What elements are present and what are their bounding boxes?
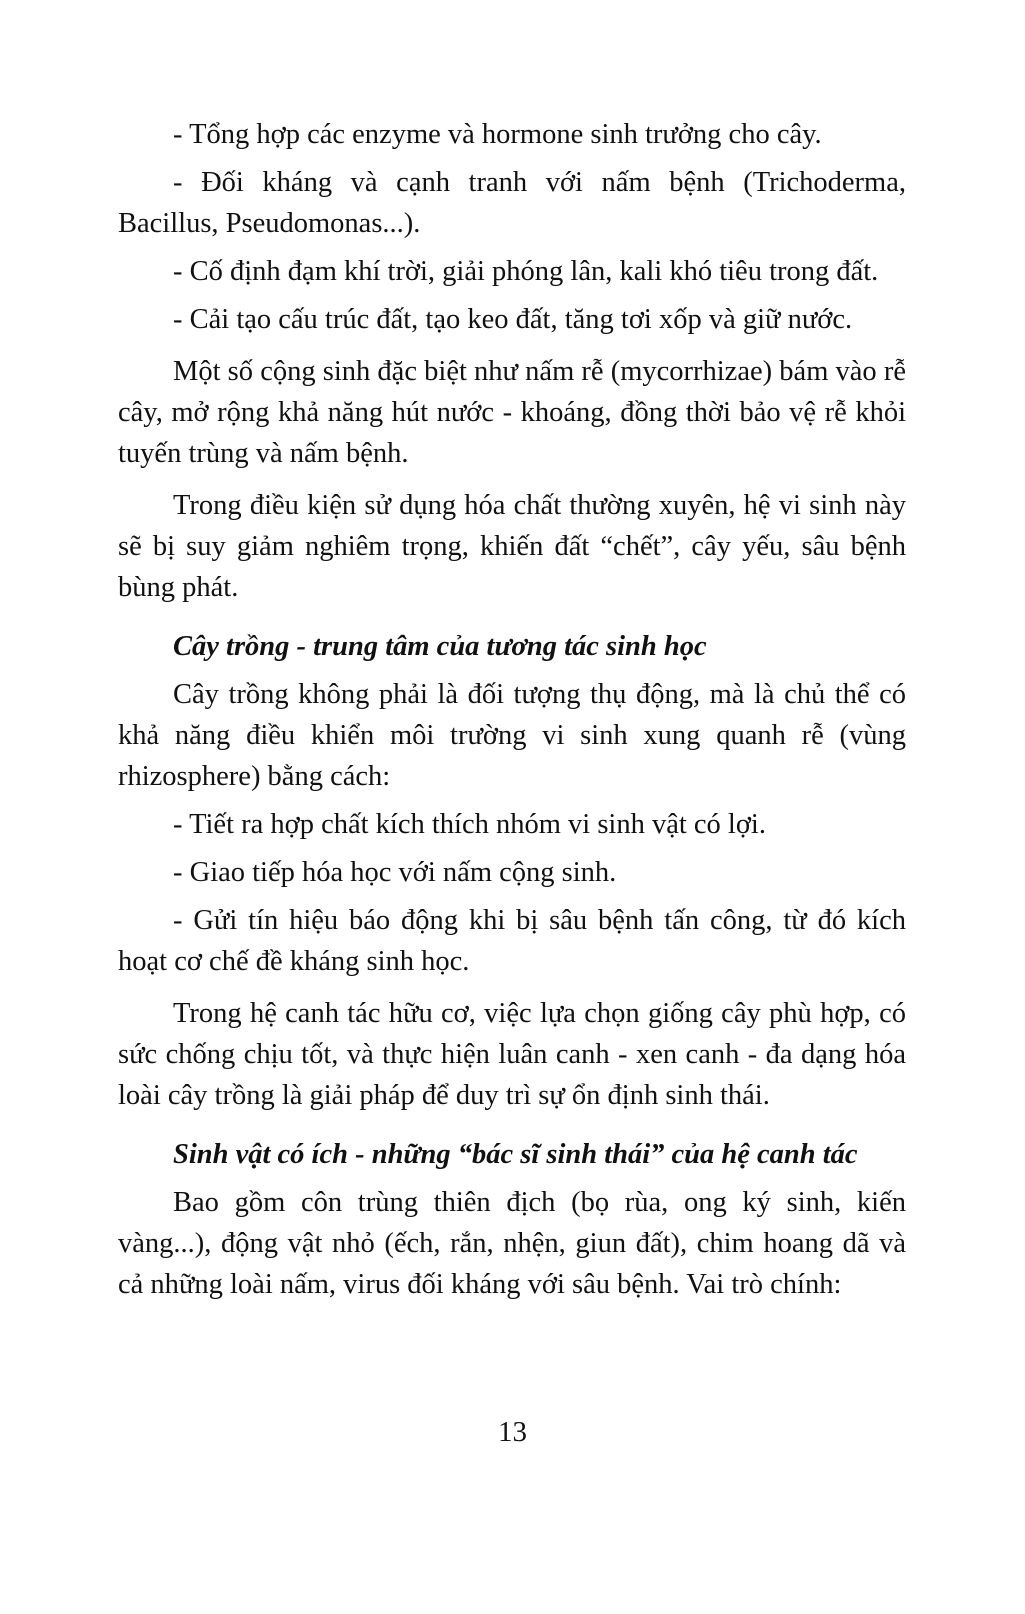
paragraph-organic-system: Trong hệ canh tác hữu cơ, việc lựa chọn giống cây phù hợp, có sức chống chịu tốt, và thực hiện luân canh - xen canh - đa dạng hóa loài cây trồng là giải pháp để duy trì sự ổn định sinh thái. bbox=[118, 998, 906, 1111]
bullet-alarm-signal: - Gửi tín hiệu báo động khi bị sâu bệnh tấn công, từ đó kích hoạt cơ chế đề kháng sinh học. bbox=[118, 905, 906, 977]
bullet-enzyme-hormone: - Tổng hợp các enzyme và hormone sinh trưởng cho cây. bbox=[173, 119, 822, 150]
paragraph-mycorrhizae: Một số cộng sinh đặc biệt như nấm rễ (mycorrhizae) bám vào rễ cây, mở rộng khả năng hút nước - khoáng, đồng thời bảo vệ rễ khỏi tuyến trùng và nấm bệnh. bbox=[118, 356, 906, 469]
bullet-soil-structure: - Cải tạo cấu trúc đất, tạo keo đất, tăng tơi xốp và giữ nước. bbox=[173, 304, 853, 335]
bullet-nitrogen-fixation: - Cố định đạm khí trời, giải phóng lân, kali khó tiêu trong đất. bbox=[173, 256, 879, 287]
bullet-secretion: - Tiết ra hợp chất kích thích nhóm vi sinh vật có lợi. bbox=[173, 809, 766, 840]
paragraph-plants: Cây trồng không phải là đối tượng thụ động, mà là chủ thể có khả năng điều khiển môi trường vi sinh xung quanh rễ (vùng rhizosphere) bằng cách: bbox=[118, 679, 906, 792]
paragraph-beneficial: Bao gồm côn trùng thiên địch (bọ rùa, ong ký sinh, kiến vàng...), động vật nhỏ (ếch, rắn, nhện, giun đất), chim hoang dã và cả những loài nấm, virus đối kháng với sâu bệnh. Vai trò chính: bbox=[118, 1187, 906, 1300]
bullet-chemical-communication: - Giao tiếp hóa học với nấm cộng sinh. bbox=[173, 857, 617, 888]
paragraph-chemicals: Trong điều kiện sử dụng hóa chất thường xuyên, hệ vi sinh này sẽ bị suy giảm nghiêm trọng, khiến đất “chết”, cây yếu, sâu bệnh bùng phát. bbox=[118, 490, 906, 603]
section-heading-beneficial: Sinh vật có ích - những “bác sĩ sinh thái” của hệ canh tác bbox=[173, 1139, 858, 1170]
bullet-antagonism: - Đối kháng và cạnh tranh với nấm bệnh (Trichoderma, Bacillus, Pseudomonas...). bbox=[118, 167, 906, 239]
page-number: 13 bbox=[498, 1416, 527, 1448]
page-body bbox=[118, 114, 906, 1305]
section-heading-plants: Cây trồng - trung tâm của tương tác sinh học bbox=[173, 631, 707, 662]
